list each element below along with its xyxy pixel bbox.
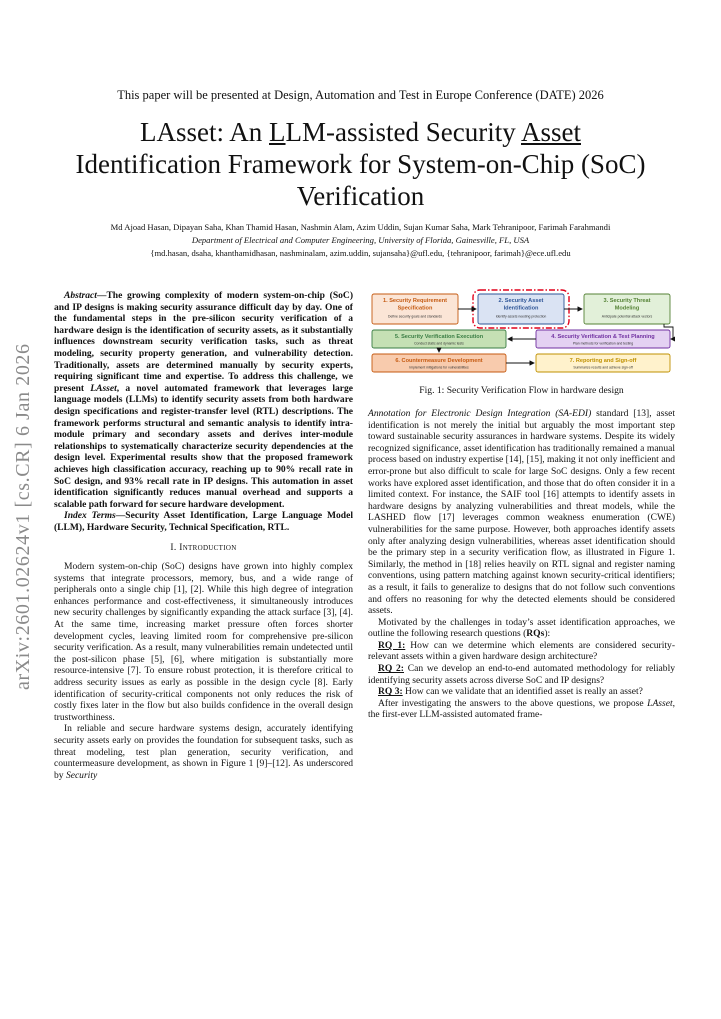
svg-text:1. Security Requirement: 1. Security Requirement <box>382 298 448 304</box>
title-underlined-l: L <box>269 117 286 147</box>
abstract <box>54 290 353 510</box>
rq-intro-end: ): <box>544 628 551 640</box>
right-column <box>368 408 675 721</box>
right-paragraph-3-text: After investigating the answers to the above questions, we propose <box>378 697 648 709</box>
rq-intro-text: Motivated by the challenges in today’s asset identification approaches, we outline the following research questions ( <box>368 616 675 640</box>
flow-box-threat-modeling <box>584 294 670 324</box>
right-paragraph-2 <box>368 617 675 640</box>
right-paragraph-1-text: standard [13], asset identification is not merely the initial but arguably the most important step toward sustainable security assurances in hardware systems. Despite its widely recognized significance, asset identification has traditionally remained a manual process based on industry expertise [14], [15], making it not only inefficient and error-prone but also difficult to scale for large SoC designs. Only a few recent works have explored asset identification, and those that do often consider it in a limited context. For instance, the SAIF tool [16] attempts to identify assets in hardware designs by analyzing vulnerabilities and threat models, while the LASHED flow [17] leverages common weakness enumeration (CWE) vulnerabilities for the same purpose. However, both approaches identify assets only after analyzing design vulnerabilities, whereas asset identification should be the primary step in a security verification flow, as illustrated in Figure 1. Similarly, the method in [18] relies heavily on RTL signal and register naming conventions, using pattern matching against known security-critical identifiers; as a result, it fails to generalize to designs that do not follow such conventions and offers no reasoning for why the detected elements should be considered assets. <box>368 408 675 617</box>
svg-text:2. Security Asset: 2. Security Asset <box>498 298 544 304</box>
flow-box-asset-identification <box>478 294 564 324</box>
flow-box-countermeasure <box>372 354 506 372</box>
figure-caption: Fig. 1: Security Verification Flow in hardware design <box>419 385 624 396</box>
sa-edi-italic: Annotation for Electronic Design Integration (SA-EDI) <box>368 408 592 419</box>
svg-text:Identify assets needing protec: Identify assets needing protection <box>495 314 547 319</box>
svg-text:4. Security Verification & Tes: 4. Security Verification & Test Planning <box>551 334 655 340</box>
figure-security-flow <box>368 288 675 383</box>
section-heading-introduction: I. Introduction <box>170 543 237 554</box>
intro-paragraph-2-italic: Security <box>65 769 98 781</box>
rqs-bold: RQs <box>526 628 545 640</box>
svg-text:6. Countermeasure Development: 6. Countermeasure Development <box>395 358 483 364</box>
index-terms-label: Index Terms <box>64 510 116 522</box>
flow-box-requirement-spec <box>372 294 458 324</box>
svg-text:Conduct static and dynamic tes: Conduct static and dynamic tests <box>414 341 464 346</box>
abstract-label: Abstract <box>64 290 97 301</box>
affiliation: Department of Electrical and Computer Engineering, University of Florida, Gainesville, FL, USA <box>191 235 530 245</box>
svg-text:Plan methods for verification: Plan methods for verification and testing <box>572 341 634 346</box>
rq1-label: RQ 1: <box>378 639 406 651</box>
svg-text:5. Security Verification Execu: 5. Security Verification Execution <box>394 334 484 340</box>
abstract-text-2: , a novel automated framework that leverages large language models (LLMs) to identify security assets from both hardware design specifications and register-transfer level (RTL) descriptions. The framework performs structural and semantic analysis to identify intra-module primary and secondary assets and derives inter-module relationships to systematically characterize security dependencies at the design level. Experimental results show that the proposed framework achieves high classification accuracy, reaching up to 90% recall rate in SoC design, and 93% recall rate in IP designs. This automation in asset identification significantly reduces manual overhead and supports a scalable path forward for secure hardware development. <box>54 382 353 510</box>
research-question-1 <box>368 640 675 663</box>
right-paragraph-1 <box>368 408 675 617</box>
intro-paragraph-2-text: In reliable and secure hardware systems design, accurately identifying security assets early on provides the foundation for subsequent tasks, such as threat modeling, test plan generation, security verification, and countermeasure development, as shown in Figure 1 [9]–[12]. As underscored by <box>54 723 353 781</box>
svg-text:7. Reporting and Sign-off: 7. Reporting and Sign-off <box>569 358 637 364</box>
rq2-text: Can we develop an end-to-end automated methodology for reliably identifying security assets across diverse SoC and IP designs? <box>368 663 675 686</box>
author-list: Md Ajoad Hasan, Dipayan Saha, Khan Thamid Hasan, Nashmin Alam, Azim Uddin, Sujan Kumar Saha, Mark Tehranipoor, Farimah Farahmandi <box>110 222 611 232</box>
flow-box-reporting <box>536 354 670 372</box>
title-line-2: Identification Framework for System-on-Chip (SoC) <box>75 149 646 179</box>
svg-text:3. Security Threat: 3. Security Threat <box>603 298 651 304</box>
svg-text:Anticipate potential attack ve: Anticipate potential attack vectors <box>601 314 653 319</box>
research-question-2 <box>368 663 675 686</box>
author-emails: {md.hasan, dsaha, khanthamidhasan, nashminalam, azim.uddin, sujansaha}@ufl.edu, {tehranipoor, farimah}@ece.ufl.edu <box>150 248 571 258</box>
rq2-label: RQ 2: <box>378 663 404 675</box>
flow-box-verification-execution <box>372 330 506 348</box>
paper-title <box>30 116 691 212</box>
title-line-1 <box>30 116 691 148</box>
intro-paragraph-2 <box>54 723 353 781</box>
lasset-italic: LAsset <box>647 697 673 709</box>
conference-note: This paper will be presented at Design, Automation and Test in Europe Conference (DATE) 2026 <box>117 88 604 102</box>
svg-text:Define security goals and stan: Define security goals and standards <box>388 314 442 319</box>
intro-paragraph-1: Modern system-on-chip (SoC) designs have grown into highly complex systems that integrate processors, memory, bus, and a wide range of peripherals onto a single chip [1], [2]. While this high degree of integration enhances performance and cost-effectiveness, it simultaneously introduces new security challenges by significantly expanding the attack surface [3], [4]. At the same time, increasing market pressure often forces shorter development cycles, leaving limited room for comprehensive pre-silicon security verification. As a result, many vulnerabilities remain undetected until the post-silicon phase [5], [6], where mitigation is substantially more resource-intensive [7]. To ensure robust protection, it is therefore critical to address security issues as early as possible in the design cycle [8]. Early identification of security-critical components not only reduces the risk of costly fixes later in the flow but also builds confidence in the overall design trustworthiness. <box>54 561 353 723</box>
arxiv-identifier: arXiv:2601.02624v1 [cs.CR] 6 Jan 2026 <box>12 343 34 690</box>
right-paragraph-3 <box>368 698 675 721</box>
abstract-lasset: LAsset <box>90 382 117 394</box>
rq1-text: How can we determine which elements are considered security-relevant assets within a given hardware design architecture? <box>368 639 675 663</box>
abstract-text: —The growing complexity of modern system-on-chip (SoC) and IP designs is making security assurance difficult day by day. One of the fundamental steps in the pre-silicon security verification of a hardware design is the identification of security assets, as it substantially influences downstream security verification tasks, such as threat modeling, security property generation, and vulnerability detection. Traditionally, assets are determined manually by security experts, requiring significant time and expertise. To address this challenge, we present <box>54 290 353 394</box>
svg-text:Summarize results and achieve: Summarize results and achieve sign-off <box>573 365 633 370</box>
flow-box-test-planning <box>536 330 670 348</box>
svg-text:Modeling: Modeling <box>614 305 640 312</box>
svg-text:Implement mitigations for vuln: Implement mitigations for vulnerabilities <box>409 365 469 370</box>
title-line-3: Verification <box>296 181 425 211</box>
rq3-label: RQ 3: <box>378 686 403 698</box>
right-paragraph-3-end: , the first-ever LLM-assisted automated frame- <box>368 697 675 721</box>
left-column <box>54 290 353 781</box>
research-question-3 <box>368 686 675 698</box>
svg-text:Specification: Specification <box>397 305 433 312</box>
index-terms <box>54 510 353 533</box>
svg-text:Identification: Identification <box>503 305 539 312</box>
index-terms-text: —Security Asset Identification, Large Language Model (LLM), Hardware Security, Technical Specification, RTL. <box>54 510 353 533</box>
title-underlined-asset: Asset <box>521 117 581 147</box>
title-part: LAsset: An <box>140 117 270 147</box>
rq3-text: How can we validate that an identified asset is really an asset? <box>402 686 643 698</box>
title-part: LM-assisted Security <box>285 117 521 147</box>
flow-diagram <box>368 288 675 383</box>
